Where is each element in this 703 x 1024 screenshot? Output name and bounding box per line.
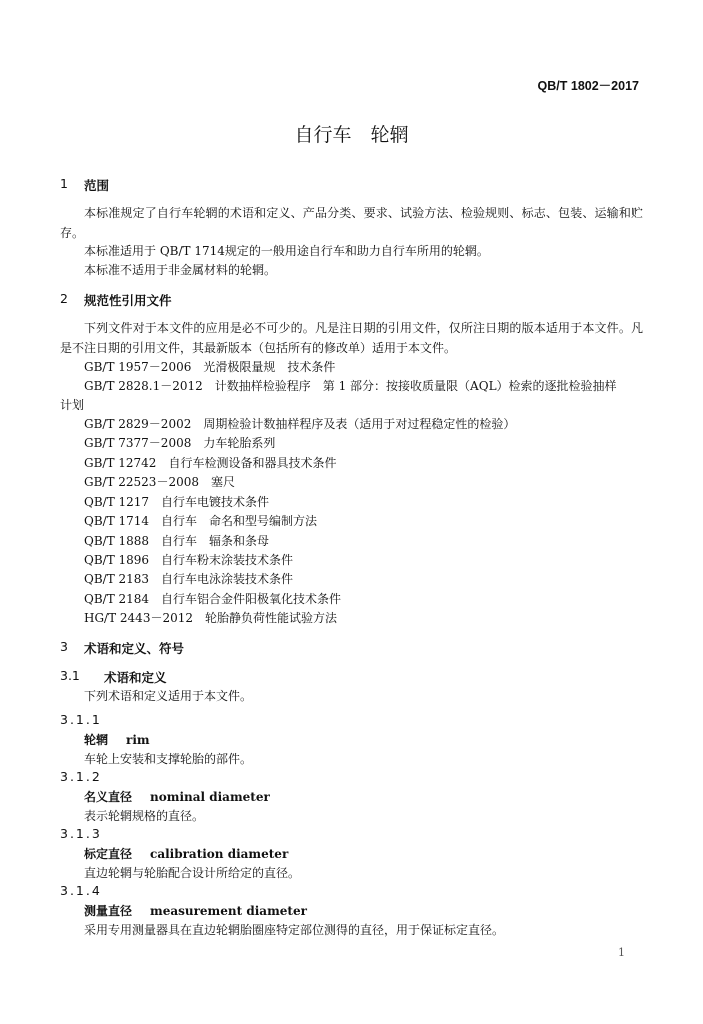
reference-item: QB/T 1888 自行车 辐条和条母 <box>84 534 270 548</box>
term-definition: 直边轮辋与轮胎配合设计所给定的直径。 <box>84 866 301 880</box>
reference-item: QB/T 2184 自行车铝合金件阳极氧化技术条件 <box>84 592 342 606</box>
document-title: 自行车 轮辋 <box>294 124 409 146</box>
term-english: measurement diameter <box>150 904 307 918</box>
term-chinese: 轮辋 <box>84 733 109 747</box>
section-1-paragraph-1: 本标准规定了自行车轮辋的术语和定义、产品分类、要求、试验方法、检验规则、标志、包装、运输和贮存。 <box>60 206 643 240</box>
term-number: 3.1.1 <box>60 712 102 727</box>
reference-item: QB/T 1896 自行车粉末涂装技术条件 <box>84 553 294 567</box>
reference-item: GB/T 1957－2006 光滑极限量规 技术条件 <box>84 360 336 374</box>
reference-item: GB/T 22523－2008 塞尺 <box>84 475 235 489</box>
reference-item: GB/T 2829－2002 周期检验计数抽样程序及表（适用于对过程稳定性的检验） <box>84 417 516 431</box>
section-1-heading: 范围 <box>84 178 110 193</box>
section-3-1-heading: 术语和定义 <box>104 670 167 685</box>
section-1-paragraph-2: 本标准适用于 QB/T 1714规定的一般用途自行车和助力自行车所用的轮辋。 <box>84 244 489 258</box>
term-definition: 表示轮辋规格的直径。 <box>84 809 205 823</box>
section-1-paragraph-3: 本标准不适用于非金属材料的轮辋。 <box>84 263 277 277</box>
term-number: 3.1.2 <box>60 769 102 784</box>
term-heading <box>84 731 150 748</box>
reference-item-continuation: 计划 <box>60 398 85 412</box>
reference-item: GB/T 7377－2008 力车轮胎系列 <box>84 436 276 450</box>
term-heading <box>84 902 307 919</box>
term-chinese: 名义直径 <box>84 790 133 804</box>
term-english: calibration diameter <box>150 847 289 861</box>
term-number: 3.1.4 <box>60 883 102 898</box>
term-definition: 车轮上安装和支撑轮胎的部件。 <box>84 752 253 766</box>
term-heading <box>84 845 288 862</box>
reference-item: QB/T 1714 自行车 命名和型号编制方法 <box>84 514 318 528</box>
section-2-intro: 下列文件对于本文件的应用是必不可少的。凡是注日期的引用文件，仅所注日期的版本适用于本文件。凡是不注日期的引用文件，其最新版本（包括所有的修改单）适用于本文件。 <box>60 321 643 355</box>
standard-code: QB/T 1802－2017 <box>537 79 639 93</box>
term-english: nominal diameter <box>150 790 270 804</box>
section-3-1-intro: 下列术语和定义适用于本文件。 <box>84 689 253 703</box>
term-heading <box>84 788 270 805</box>
section-1-number: 1 <box>60 176 68 191</box>
section-3-number: 3 <box>60 639 68 654</box>
term-definition: 采用专用测量器具在直边轮辋胎圈座特定部位测得的直径，用于保证标定直径。 <box>84 923 505 937</box>
reference-item: HG/T 2443－2012 轮胎静负荷性能试验方法 <box>84 611 337 625</box>
reference-item: QB/T 1217 自行车电镀技术条件 <box>84 495 270 509</box>
page-number: 1 <box>618 946 625 959</box>
section-3-1-number: 3.1 <box>60 668 80 683</box>
section-2-heading: 规范性引用文件 <box>84 293 172 308</box>
term-chinese: 标定直径 <box>84 847 133 861</box>
section-2-number: 2 <box>60 291 68 306</box>
term-english: rim <box>126 733 150 747</box>
section-3-heading: 术语和定义、符号 <box>84 641 185 656</box>
reference-item: GB/T 2828.1－2012 计数抽样检验程序 第 1 部分：按接收质量限（AQL）检索的逐批检验抽样 <box>84 379 617 393</box>
reference-item: GB/T 12742 自行车检测设备和器具技术条件 <box>84 456 337 470</box>
term-chinese: 测量直径 <box>84 904 133 918</box>
reference-item: QB/T 2183 自行车电泳涂装技术条件 <box>84 572 294 586</box>
term-number: 3.1.3 <box>60 826 102 841</box>
